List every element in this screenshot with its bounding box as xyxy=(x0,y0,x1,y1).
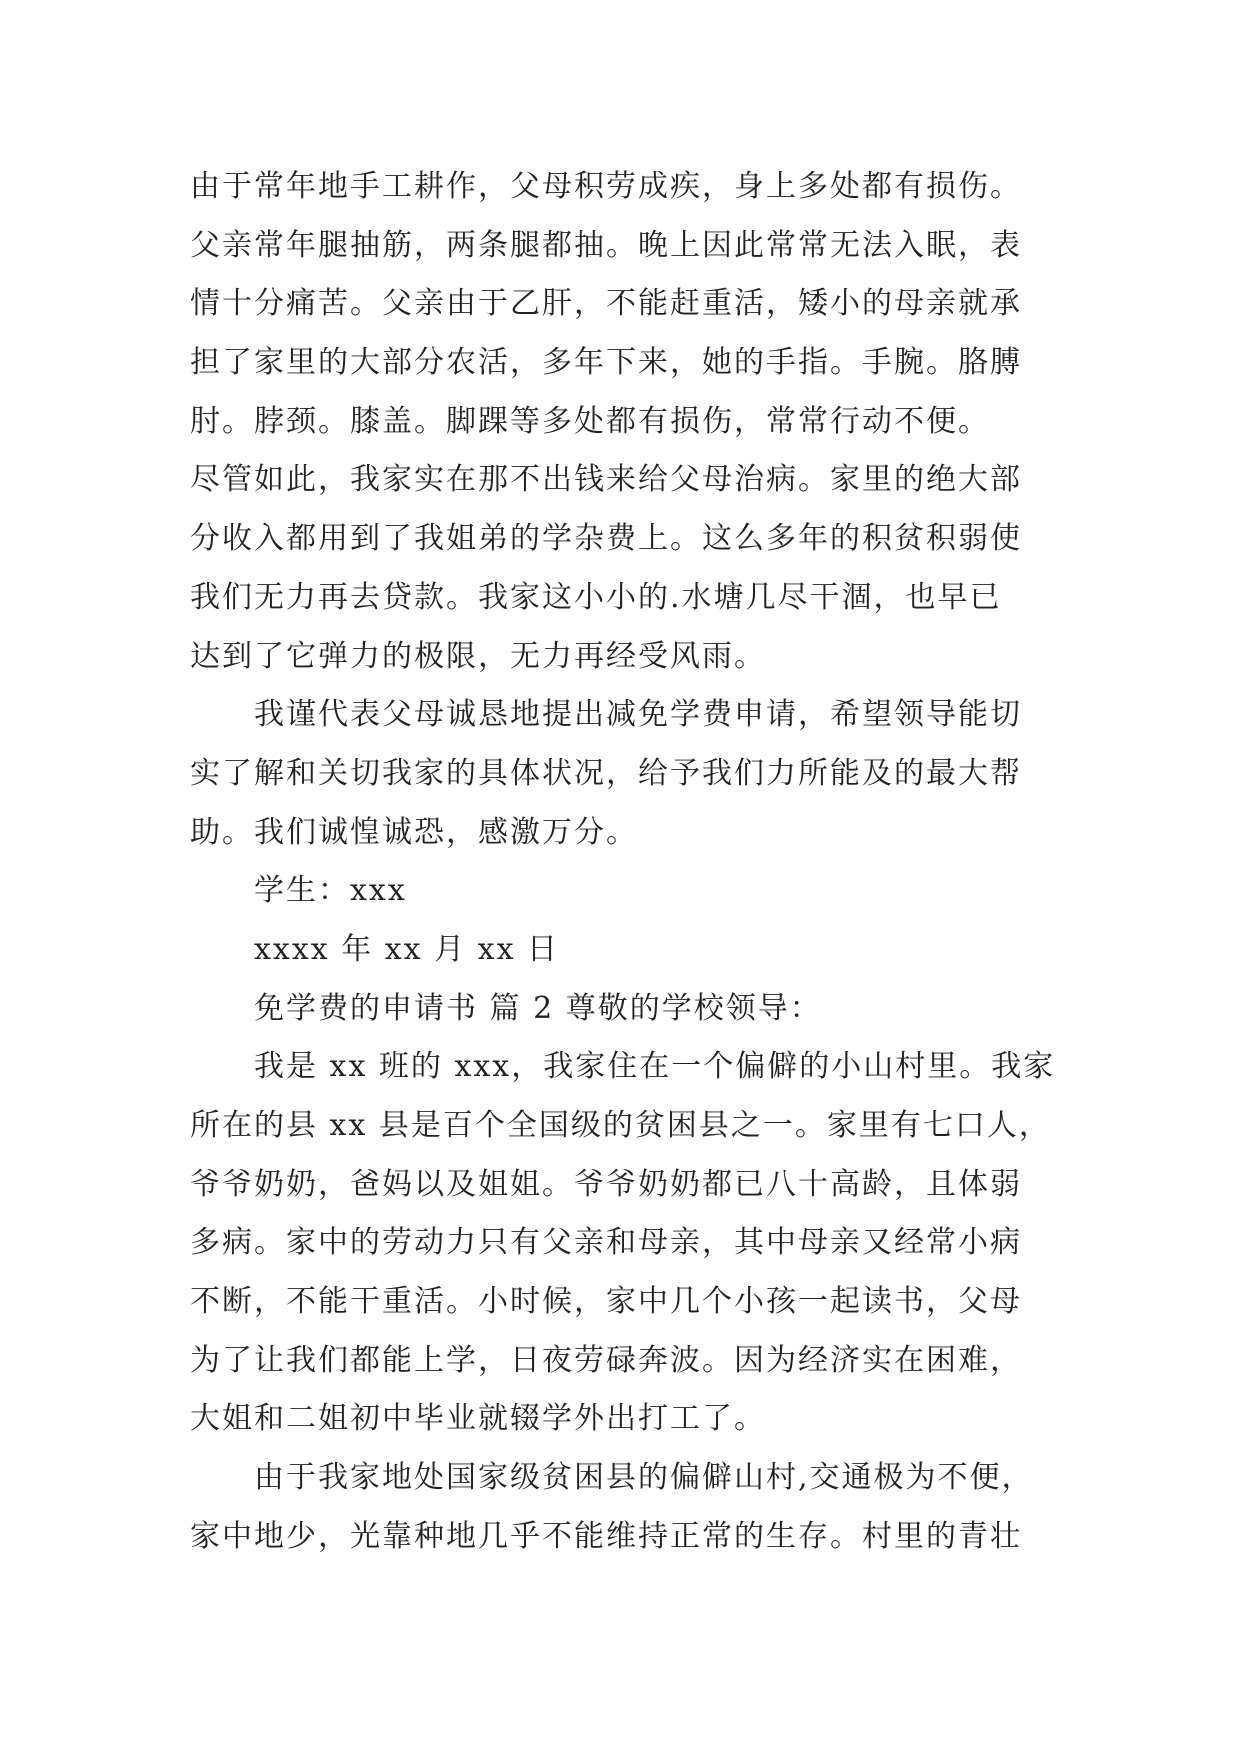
text-line: 达到了它弹力的极限，无力再经受风雨。 xyxy=(190,638,766,674)
text-line: 不断，不能干重活。小时候，家中几个小孩一起读书，父母 xyxy=(190,1284,1022,1320)
text-line: 家中地少，光靠种地几乎不能维持正常的生存。村里的青壮 xyxy=(190,1518,1022,1554)
text-line: 为了让我们都能上学，日夜劳碌奔波。因为经济实在困难， xyxy=(190,1342,1022,1378)
section-heading: 免学费的申请书 篇 2 尊敬的学校领导： xyxy=(254,990,822,1026)
signature-student: 学生：xxx xyxy=(254,873,407,909)
paragraph-start-line: 我谨代表父母诚恳地提出减免学费申请，希望领导能切 xyxy=(254,697,1022,733)
text-line: 实了解和关切我家的具体状况，给予我们力所能及的最大帮 xyxy=(190,755,1022,791)
text-line: 多病。家中的劳动力只有父亲和母亲，其中母亲又经常小病 xyxy=(190,1225,1022,1261)
document-body xyxy=(190,158,1070,1567)
text-line: 担了家里的大部分农活，多年下来，她的手指。手腕。胳膊 xyxy=(190,345,1022,381)
text-line: 大姐和二姐初中毕业就辍学外出打工了。 xyxy=(190,1401,766,1437)
text-line: 所在的县 xx 县是百个全国级的贫困县之一。家里有七口人， xyxy=(190,1108,1051,1143)
paragraph-start-line: 我是 xx 班的 xxx，我家住在一个偏僻的小山村里。我家 xyxy=(254,1049,1056,1085)
text-line: 爷爷奶奶，爸妈以及姐姐。爷爷奶奶都已八十高龄，且体弱 xyxy=(190,1166,1022,1202)
signature-date: xxxx 年 xx 月 xx 日 xyxy=(254,931,560,967)
text-line: 情十分痛苦。父亲由于乙肝，不能赶重活，矮小的母亲就承 xyxy=(190,286,1022,322)
text-line: 肘。脖颈。膝盖。脚踝等多处都有损伤，常常行动不便。 xyxy=(190,403,990,439)
text-line: 助。我们诚惶诚恐，感激万分。 xyxy=(190,814,638,850)
text-line: 分收入都用到了我姐弟的学杂费上。这么多年的积贫积弱使 xyxy=(190,521,1022,557)
paragraph-start-line: 由于我家地处国家级贫困县的偏僻山村,交通极为不便， xyxy=(254,1460,1034,1496)
text-line: 我们无力再去贷款。我家这小小的.水塘几尽干涸，也早已 xyxy=(190,579,1002,615)
text-line: 尽管如此，我家实在那不出钱来给父母治病。家里的绝大部 xyxy=(190,462,1022,498)
text-line: 由于常年地手工耕作，父母积劳成疾，身上多处都有损伤。 xyxy=(190,169,1022,204)
text-line: 父亲常年腿抽筋，两条腿都抽。晚上因此常常无法入眠，表 xyxy=(190,227,1022,263)
